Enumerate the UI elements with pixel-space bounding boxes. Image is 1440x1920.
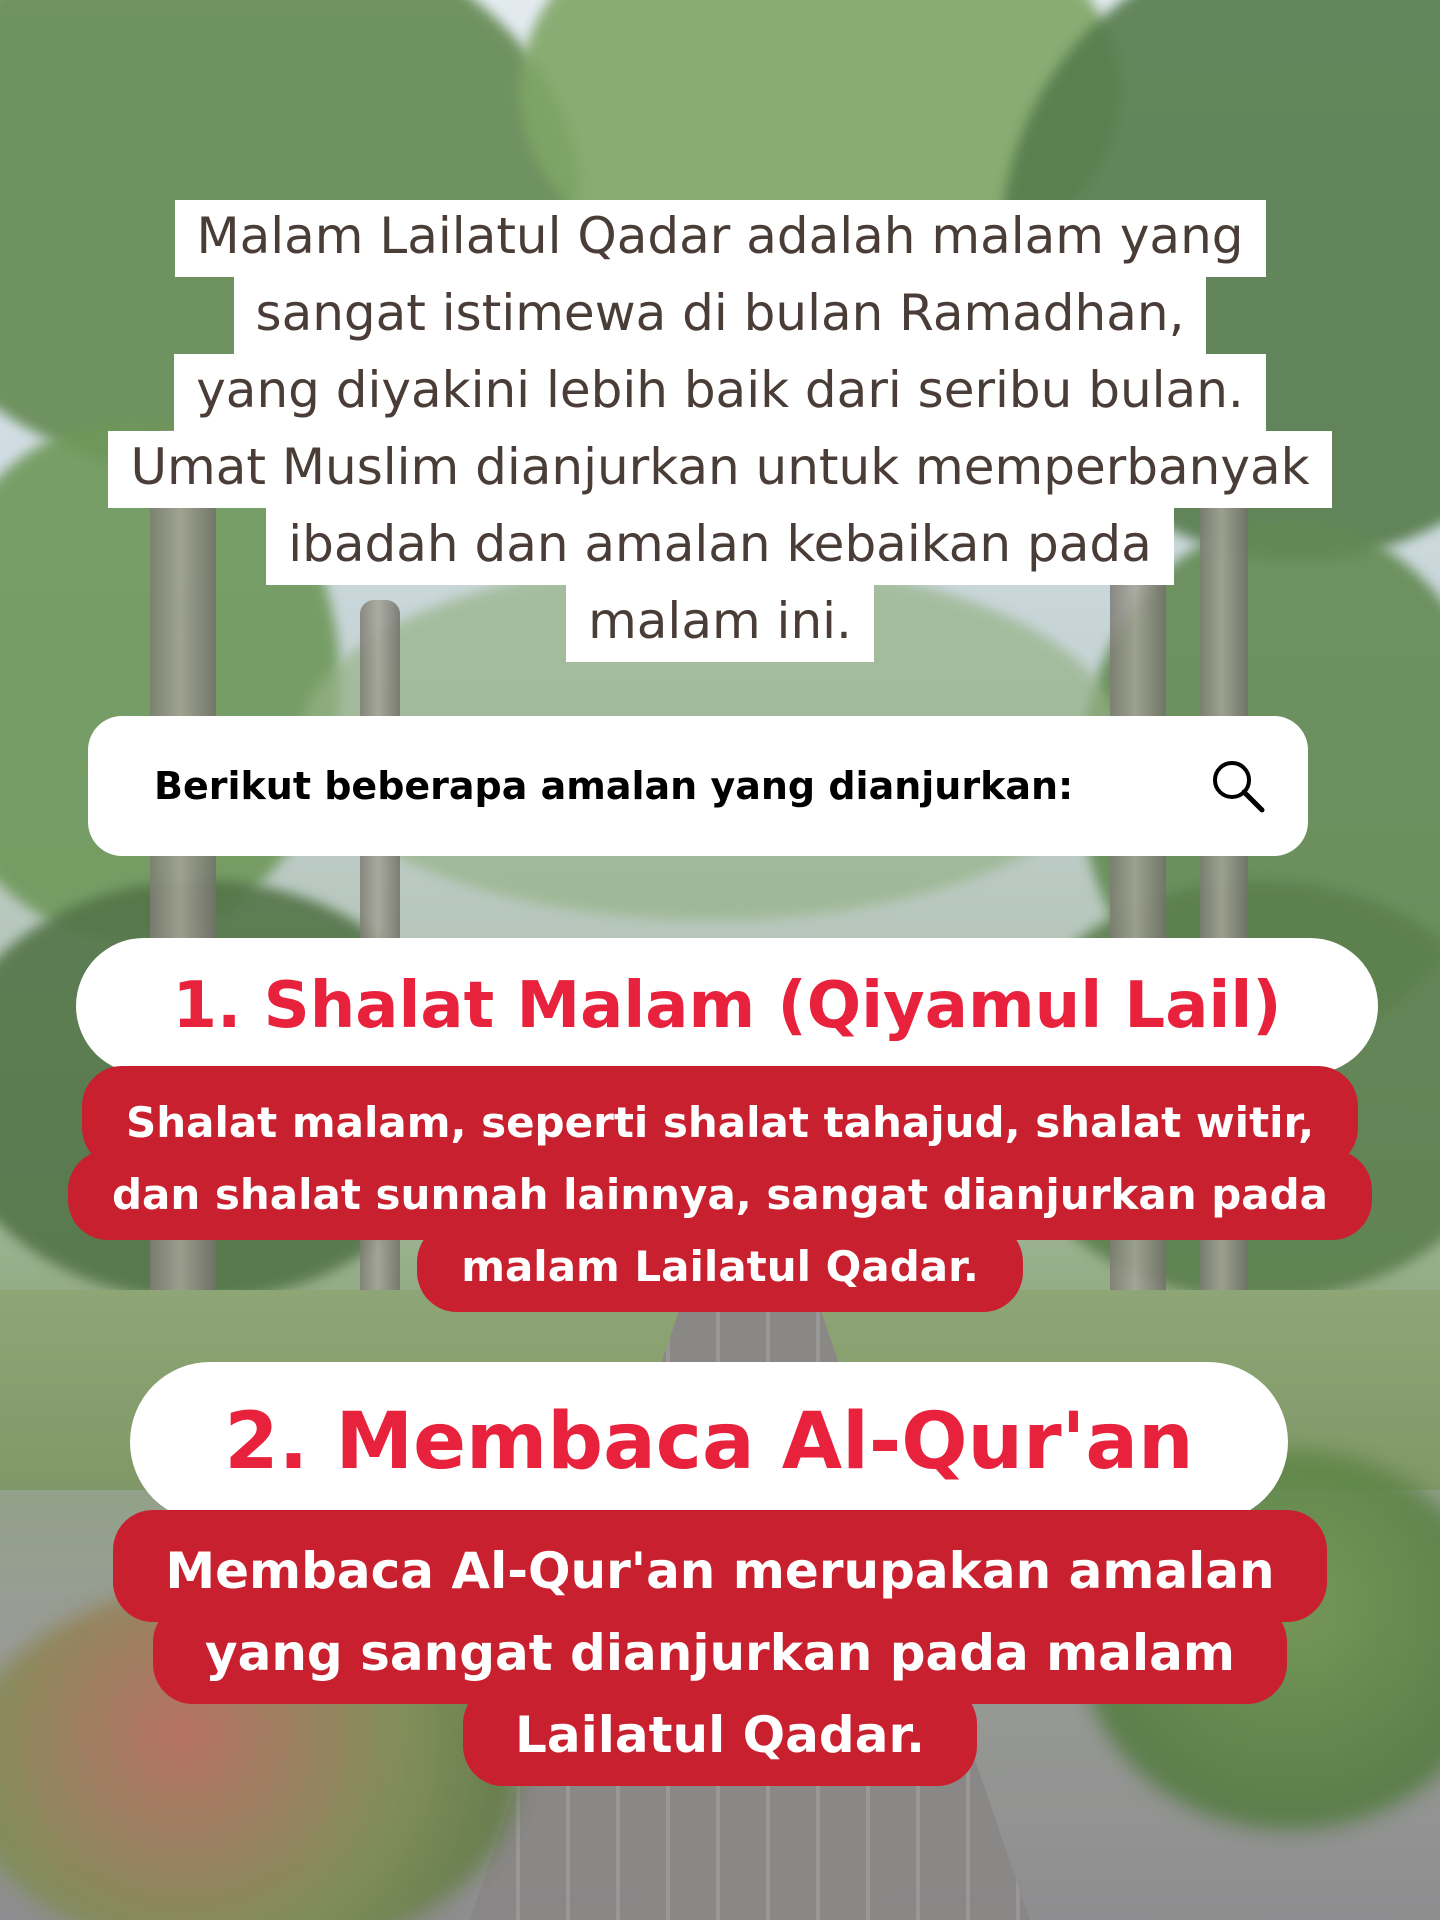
section-2-description xyxy=(0,1510,1440,1786)
intro-line: yang diyakini lebih baik dari seribu bulan. xyxy=(0,354,1440,431)
search-icon[interactable] xyxy=(1208,756,1268,816)
intro-line: ibadah dan amalan kebaikan pada xyxy=(0,508,1440,585)
intro-line: sangat istimewa di bulan Ramadhan, xyxy=(0,277,1440,354)
description-line: yang sangat dianjurkan pada malam xyxy=(0,1622,1440,1704)
intro-line: malam ini. xyxy=(0,585,1440,662)
search-bar-label: Berikut beberapa amalan yang dianjurkan: xyxy=(154,764,1074,808)
description-line: malam Lailatul Qadar. xyxy=(0,1240,1440,1312)
description-line: Shalat malam, seperti shalat tahajud, shalat witir, xyxy=(0,1066,1440,1168)
section-2-title: 2. Membaca Al-Qur'an xyxy=(130,1362,1288,1522)
search-bar[interactable] xyxy=(88,716,1308,856)
intro-line: Umat Muslim dianjurkan untuk memperbanyak xyxy=(0,431,1440,508)
description-line: Lailatul Qadar. xyxy=(0,1704,1440,1786)
intro-paragraph xyxy=(0,200,1440,662)
description-line: dan shalat sunnah lainnya, sangat dianjurkan pada xyxy=(0,1168,1440,1240)
section-1-title: 1. Shalat Malam (Qiyamul Lail) xyxy=(76,938,1378,1074)
section-1-description xyxy=(0,1066,1440,1312)
intro-line: Malam Lailatul Qadar adalah malam yang xyxy=(0,200,1440,277)
description-line: Membaca Al-Qur'an merupakan amalan xyxy=(0,1510,1440,1622)
